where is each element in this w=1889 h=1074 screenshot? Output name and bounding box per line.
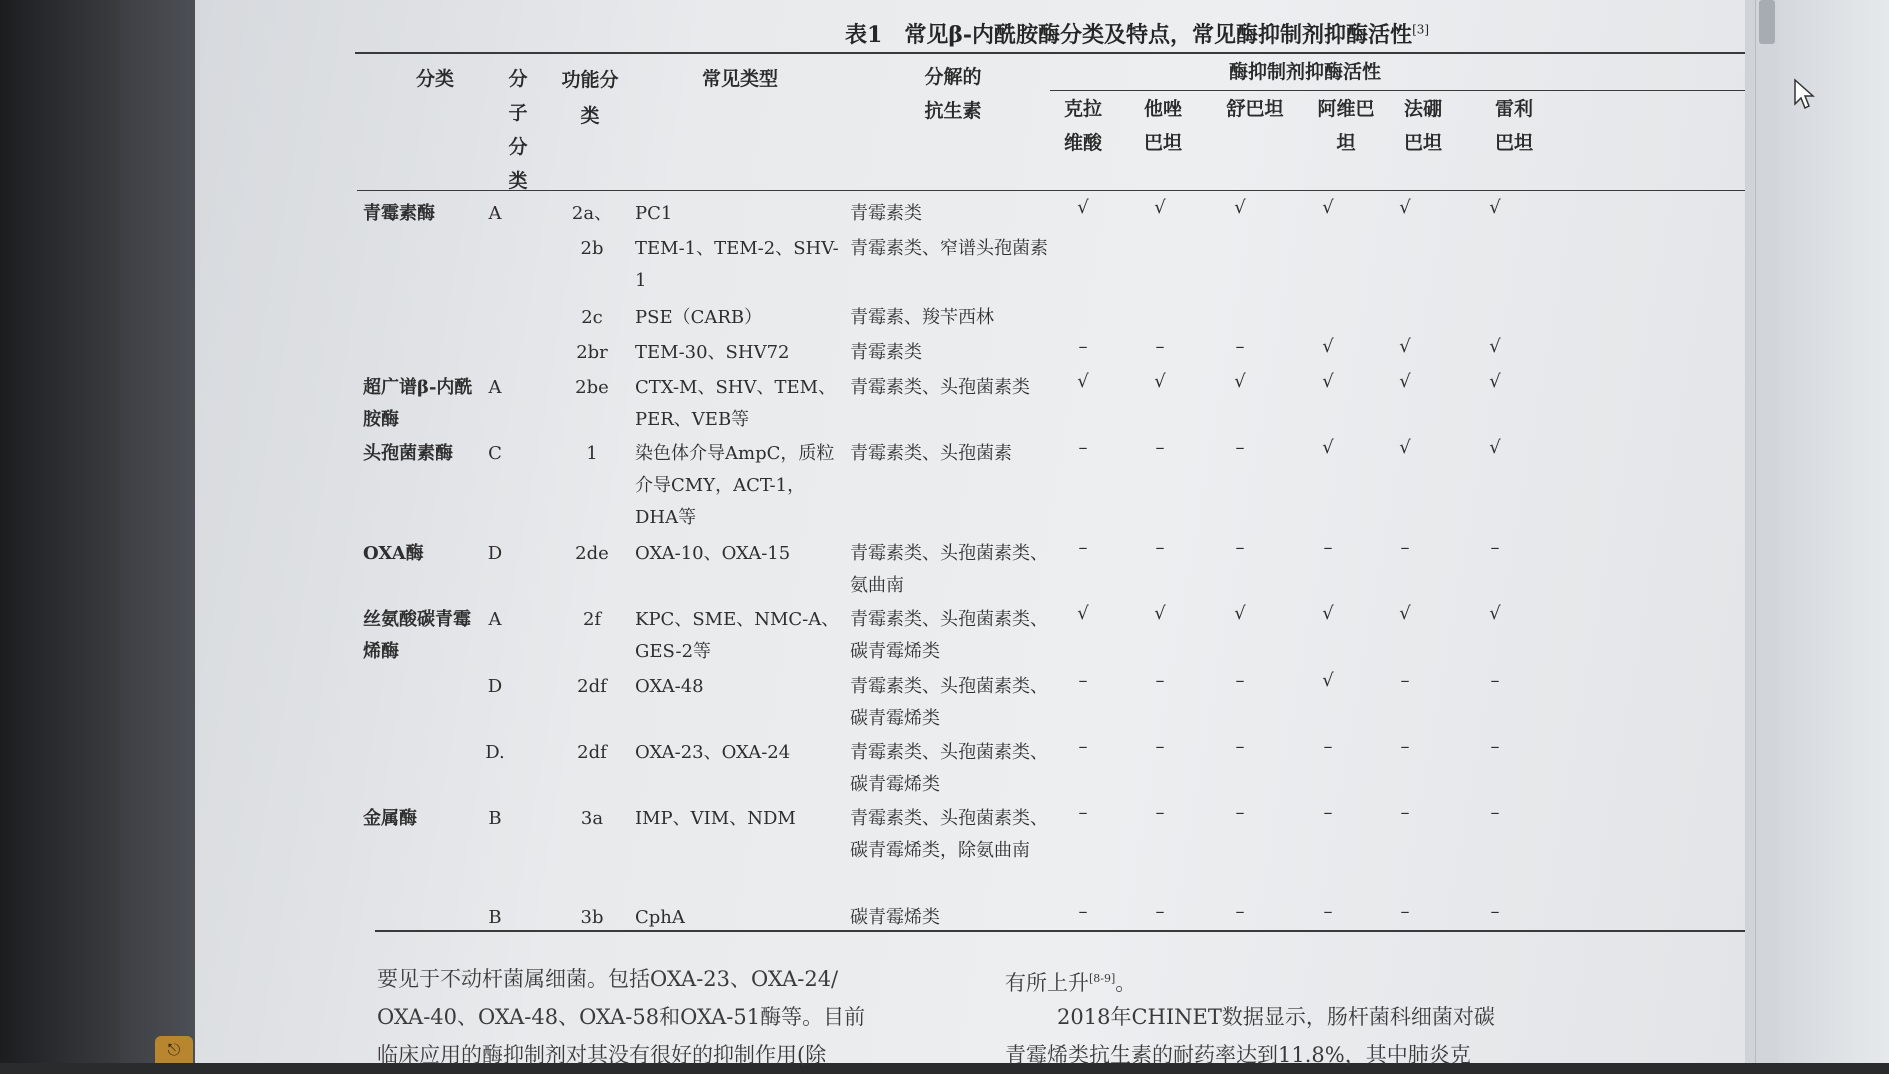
document-page [195, 0, 1745, 1067]
row-molecular-class: D. [485, 742, 505, 763]
row-antibiotics: 青霉素类 [850, 203, 922, 224]
row-inhibitor-mark: √ [1077, 371, 1089, 392]
row-category: 金属酶 [363, 808, 417, 829]
row-common-types: PC1 [635, 203, 673, 224]
row-molecular-class: A [488, 377, 502, 398]
row-inhibitor-mark: – [1155, 901, 1165, 922]
taskbar-app-icon[interactable]: ⎋ [155, 1036, 193, 1063]
row-inhibitor-mark: – [1490, 901, 1500, 922]
row-functional-class: 2be [575, 377, 609, 398]
row-inhibitor-mark: – [1235, 437, 1245, 458]
row-inhibitor-mark: – [1155, 336, 1165, 357]
row-functional-class: 2f [582, 609, 602, 630]
row-functional-class: 2b [580, 238, 604, 259]
row-inhibitor-mark: – [1400, 736, 1410, 757]
row-antibiotics: 青霉素类、头孢菌素类、碳青霉烯类，除氨曲南 [850, 808, 1048, 861]
row-inhibitor-mark: – [1078, 437, 1088, 458]
row-inhibitor-mark: √ [1154, 197, 1166, 218]
row-inhibitor-mark: – [1155, 437, 1165, 458]
row-inhibitor-mark: √ [1234, 603, 1246, 624]
row-inhibitor-mark: – [1155, 736, 1165, 757]
body-text-right-line-2: 2018年CHINET数据显示，肠杆菌科细菌对碳 [1057, 1005, 1495, 1029]
body-text-right-line-1-ref: [8-9] [1089, 972, 1116, 985]
inhibitor-group-rule [1050, 90, 1770, 91]
row-inhibitor-mark: – [1235, 802, 1245, 823]
row-inhibitor-mark: – [1078, 336, 1088, 357]
row-antibiotics: 青霉素类、头孢菌素类、碳青霉烯类 [850, 676, 1048, 729]
row-inhibitor-mark: – [1400, 537, 1410, 558]
row-category: 丝氨酸碳青霉烯酶 [363, 609, 471, 662]
row-molecular-class: D [487, 676, 503, 697]
row-inhibitor-mark: – [1235, 670, 1245, 691]
row-inhibitor-mark: – [1490, 670, 1500, 691]
row-inhibitor-mark: √ [1322, 670, 1334, 691]
row-inhibitor-mark: – [1323, 802, 1333, 823]
row-antibiotics: 青霉素类、头孢菌素类 [850, 377, 1030, 398]
row-category: 超广谱β-内酰胺酶 [363, 377, 473, 430]
row-antibiotics: 青霉素类、头孢菌素类、碳青霉烯类 [850, 742, 1048, 795]
row-inhibitor-mark: √ [1322, 371, 1334, 392]
vertical-scrollbar[interactable] [1755, 0, 1778, 1063]
row-inhibitor-mark: √ [1399, 437, 1411, 458]
row-common-types: CTX-M、SHV、TEM、PER、VEB等 [635, 377, 837, 430]
row-functional-class: 2a、 [571, 203, 613, 224]
row-inhibitor-mark: √ [1322, 197, 1334, 218]
row-category: 头孢菌素酶 [363, 443, 453, 464]
row-antibiotics: 青霉素类 [850, 342, 922, 363]
row-common-types: PSE（CARB） [635, 307, 763, 328]
row-common-types: OXA-23、OXA-24 [635, 742, 791, 763]
row-functional-class: 3a [580, 808, 604, 829]
row-inhibitor-mark: √ [1489, 336, 1501, 357]
row-common-types: OXA-48 [635, 676, 704, 697]
row-antibiotics: 碳青霉烯类 [850, 907, 940, 928]
row-common-types: CphA [635, 907, 685, 928]
body-text-right-line-1 [1005, 960, 1136, 1002]
row-inhibitor-mark: – [1323, 537, 1333, 558]
row-molecular-class: B [488, 808, 502, 829]
row-inhibitor-mark: √ [1234, 371, 1246, 392]
row-functional-class: 2de [575, 543, 609, 564]
row-antibiotics: 青霉素类、头孢菌素类、氨曲南 [850, 543, 1048, 596]
row-functional-class: 2df [577, 676, 607, 697]
row-inhibitor-mark: – [1323, 736, 1333, 757]
body-text-right-line-1-end: 。 [1115, 971, 1137, 995]
row-antibiotics: 青霉素类、头孢菌素类、碳青霉烯类 [850, 609, 1048, 662]
row-inhibitor-mark: – [1323, 901, 1333, 922]
row-inhibitor-mark: – [1078, 736, 1088, 757]
header-antibiotics: 分解的抗生素 [924, 66, 982, 122]
row-antibiotics: 青霉素类、头孢菌素 [850, 443, 1012, 464]
body-text-left-line-2: OXA-40、OXA-48、OXA-58和OXA-51酶等。目前 [377, 1005, 866, 1029]
row-molecular-class: A [488, 203, 502, 224]
row-functional-class: 1 [586, 443, 598, 464]
header-relebactam: 雷利巴坦 [1494, 98, 1533, 154]
row-inhibitor-mark: √ [1077, 197, 1089, 218]
table-title-text: 常见β-内酰胺酶分类及特点，常见酶抑制剂抑酶活性 [904, 22, 1413, 48]
body-text-left-line-3: 临床应用的酶抑制剂对其没有很好的抑制作用(除 [377, 1043, 827, 1067]
row-molecular-class: A [488, 609, 502, 630]
row-inhibitor-mark: – [1490, 802, 1500, 823]
row-inhibitor-mark: – [1235, 901, 1245, 922]
body-text-right-line-1-text: 有所上升 [1005, 971, 1089, 995]
row-inhibitor-mark: – [1400, 802, 1410, 823]
row-inhibitor-mark: √ [1154, 371, 1166, 392]
row-category: OXA酶 [363, 543, 424, 564]
row-inhibitor-mark: – [1400, 670, 1410, 691]
row-common-types: IMP、VIM、NDM [635, 808, 796, 829]
row-inhibitor-mark: √ [1399, 371, 1411, 392]
row-common-types: KPC、SME、NMC-A、GES-2等 [635, 609, 840, 662]
row-inhibitor-mark: – [1235, 537, 1245, 558]
row-molecular-class: D [487, 543, 503, 564]
row-inhibitor-mark: – [1078, 537, 1088, 558]
row-inhibitor-mark: √ [1399, 603, 1411, 624]
row-functional-class: 2c [581, 307, 603, 328]
row-inhibitor-mark: √ [1489, 197, 1501, 218]
row-inhibitor-mark: – [1078, 670, 1088, 691]
table-title-ref: [3] [1412, 22, 1430, 37]
row-common-types: TEM-30、SHV72 [635, 342, 790, 363]
row-inhibitor-mark: √ [1322, 603, 1334, 624]
row-inhibitor-mark: √ [1154, 603, 1166, 624]
row-common-types: 染色体介导AmpC，质粒介导CMY，ACT-1，DHA等 [635, 443, 835, 528]
header-sulbactam: 舒巴坦 [1226, 98, 1284, 120]
row-inhibitor-mark: – [1490, 537, 1500, 558]
table-title [845, 18, 1429, 49]
row-inhibitor-mark: √ [1399, 197, 1411, 218]
row-inhibitor-mark: – [1078, 901, 1088, 922]
row-inhibitor-mark: √ [1399, 336, 1411, 357]
row-common-types: OXA-10、OXA-15 [635, 543, 791, 564]
header-tazobactam: 他唑巴坦 [1143, 98, 1182, 154]
row-inhibitor-mark: – [1155, 537, 1165, 558]
row-antibiotics: 青霉素、羧苄西林 [850, 307, 994, 328]
monitor-bezel-left [0, 0, 120, 1063]
row-common-types: TEM-1、TEM-2、SHV-1 [635, 238, 839, 291]
row-antibiotics: 青霉素类、窄谱头孢菌素 [850, 238, 1048, 259]
scrollbar-thumb[interactable] [1759, 0, 1775, 44]
row-functional-class: 3b [580, 907, 604, 928]
row-inhibitor-mark: √ [1489, 437, 1501, 458]
body-text-right-line-3: 青霉烯类抗生素的耐药率达到11.8%，其中肺炎克 [1005, 1043, 1471, 1067]
row-molecular-class: C [488, 443, 502, 464]
row-inhibitor-mark: – [1155, 670, 1165, 691]
row-functional-class: 2df [577, 742, 607, 763]
row-molecular-class: B [488, 907, 502, 928]
header-inhibitor-group: 酶抑制剂抑酶活性 [1228, 61, 1381, 83]
header-vaborbactam: 法硼巴坦 [1403, 98, 1442, 154]
row-inhibitor-mark: – [1490, 736, 1500, 757]
window-sidebar-strip [120, 0, 195, 1063]
row-inhibitor-mark: – [1235, 336, 1245, 357]
body-text-left-line-1: 要见于不动杆菌属细菌。包括OXA-23、OXA-24/ [377, 967, 839, 991]
row-inhibitor-mark: – [1235, 736, 1245, 757]
row-inhibitor-mark: – [1400, 901, 1410, 922]
table-top-rule [355, 52, 1770, 54]
header-bottom-rule [357, 190, 1770, 191]
header-functional: 功能分类 [561, 69, 619, 127]
mouse-cursor-icon [1793, 78, 1815, 110]
row-functional-class: 2br [576, 342, 608, 363]
header-category: 分类 [415, 68, 454, 90]
row-inhibitor-mark: √ [1322, 336, 1334, 357]
table-title-label: 表1 [845, 22, 883, 48]
row-inhibitor-mark: – [1078, 802, 1088, 823]
row-category: 青霉素酶 [363, 203, 435, 224]
row-inhibitor-mark: √ [1489, 603, 1501, 624]
header-molecular: 分子分类 [508, 68, 528, 192]
header-clavulanate: 克拉维酸 [1063, 98, 1102, 154]
header-common-types: 常见类型 [701, 68, 778, 90]
row-inhibitor-mark: √ [1077, 603, 1089, 624]
header-avibactam: 阿维巴坦 [1317, 98, 1375, 154]
row-inhibitor-mark: √ [1322, 437, 1334, 458]
row-inhibitor-mark: √ [1234, 197, 1246, 218]
row-inhibitor-mark: √ [1489, 371, 1501, 392]
row-inhibitor-mark: – [1155, 802, 1165, 823]
